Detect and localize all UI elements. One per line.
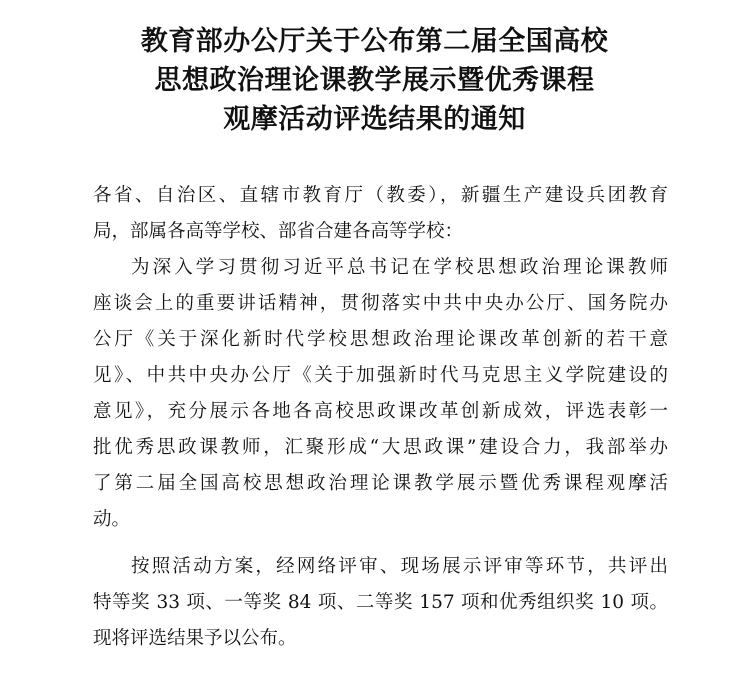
paragraph-line: 意见》，充分展示各地各高校思政课改革创新成效，评选表彰一: [93, 401, 668, 422]
paragraph-line: 批优秀思政课教师，汇聚形成“大思政课”建设合力，我部举办: [93, 437, 668, 458]
paragraph-line: 见》、中共中央办公厅《关于加强新时代马克思主义学院建设的: [93, 365, 668, 386]
title-line-2: 思想政治理论课教学展示暨优秀课程: [154, 65, 595, 96]
paragraph-line: 现将评选结果予以公布。: [93, 628, 297, 649]
paragraph-intro: [93, 250, 668, 538]
document-body: [93, 178, 668, 657]
paragraph-line: 了第二届全国高校思想政治理论课教学展示暨优秀课程观摩活: [93, 473, 668, 494]
paragraph-line: 按照活动方案，经网络评审、现场展示评审等环节，共评出: [131, 556, 668, 577]
paragraph-line: 特等奖 33 项、一等奖 84 项、二等奖 157 项和优秀组织奖 10 项。: [93, 592, 668, 613]
addressee-line-1: 各省、自治区、直辖市教育厅（教委），新疆生产建设兵团教育: [93, 185, 668, 206]
addressee-line-2: 局，部属各高等学校、部省合建各高等学校：: [93, 221, 464, 242]
paragraph-spacer: [93, 538, 668, 549]
paragraph-line: 座谈会上的重要讲话精神，贯彻落实中共中央办公厅、国务院办: [93, 293, 668, 314]
title-line-1: 教育部办公厅关于公布第二届全国高校: [140, 26, 609, 57]
paragraph-line: 公厅《关于深化新时代学校思想政治理论课改革创新的若干意: [93, 329, 668, 350]
paragraph-line: 动。: [93, 509, 131, 530]
paragraph-line: 为深入学习贯彻习近平总书记在学校思想政治理论课教师: [131, 257, 668, 278]
paragraph-results: [93, 549, 668, 657]
document-title: [0, 22, 749, 139]
addressee: [93, 178, 668, 250]
title-line-3: 观摩活动评选结果的通知: [223, 104, 526, 135]
